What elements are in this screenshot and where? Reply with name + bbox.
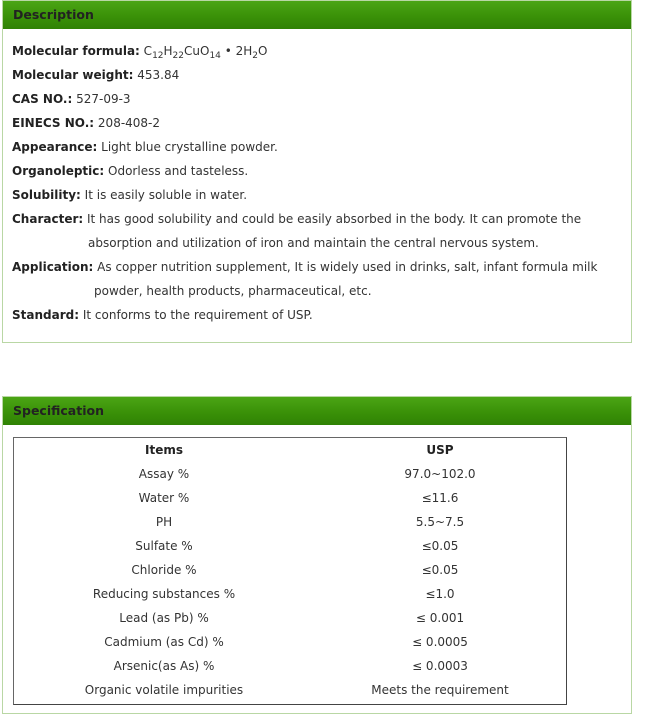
usp-cell: 5.5~7.5 [415,515,465,529]
usp-cell: ≤11.6 [421,491,459,505]
application-continuation-row [12,279,631,303]
application-value-line2: powder, health products, pharmaceutical, etc. [94,284,372,298]
standard-row [12,303,631,327]
table-row [14,534,566,558]
table-row [14,654,566,678]
usp-cell: ≤ 0.001 [415,611,465,625]
usp-cell: 97.0~102.0 [404,467,476,481]
item-cell: Assay % [138,467,190,481]
application-row [12,255,631,279]
specification-table [14,438,566,702]
table-row [14,606,566,630]
organoleptic-value: Odorless and tasteless. [108,164,249,178]
appearance-label: Appearance: [12,140,98,154]
item-cell: Arsenic(as As) % [113,659,215,673]
einecs-value: 208-408-2 [97,116,161,130]
usp-cell: ≤1.0 [425,587,455,601]
einecs-label: EINECS NO.: [12,116,95,130]
usp-cell: ≤ 0.0005 [412,635,468,649]
table-row [14,486,566,510]
item-cell: Water % [138,491,190,505]
specification-header: Specification [3,397,631,425]
character-continuation-row [12,231,631,255]
table-row [14,558,566,582]
character-row [12,207,631,231]
table-row [14,582,566,606]
table-row [14,510,566,534]
solubility-label: Solubility: [12,188,81,202]
molecular-formula-label: Molecular formula: [12,44,140,58]
character-value-line2: absorption and utilization of iron and maintain the central nervous system. [88,236,539,250]
column-header-items: Items [145,443,183,457]
application-label: Application: [12,260,94,274]
table-row [14,630,566,654]
item-cell: Cadmium (as Cd) % [104,635,224,649]
standard-value: It conforms to the requirement of USP. [82,308,313,322]
character-value-line1: It has good solubility and could be easily absorbed in the body. It can promote the [87,212,582,226]
application-value-line1: As copper nutrition supplement, It is widely used in drinks, salt, infant formula milk [97,260,598,274]
solubility-value: It is easily soluble in water. [84,188,248,202]
description-panel [2,0,632,343]
molecular-weight-row [12,63,631,87]
character-label: Character: [12,212,84,226]
appearance-value: Light blue crystalline powder. [101,140,278,154]
item-cell: Organic volatile impurities [84,683,244,697]
item-cell: PH [155,515,173,529]
cas-row [12,87,631,111]
usp-cell: ≤0.05 [421,539,459,553]
solubility-row [12,183,631,207]
organoleptic-row [12,159,631,183]
item-cell: Sulfate % [135,539,193,553]
molecular-weight-value: 453.84 [137,68,180,82]
cas-value: 527-09-3 [76,92,131,106]
description-body [3,29,631,327]
item-cell: Chloride % [131,563,197,577]
description-header: Description [3,1,631,29]
table-row [14,462,566,486]
appearance-row [12,135,631,159]
molecular-formula-row [12,39,631,63]
specification-table-frame [13,437,567,705]
molecular-weight-label: Molecular weight: [12,68,134,82]
table-row [14,678,566,702]
standard-label: Standard: [12,308,80,322]
einecs-row [12,111,631,135]
usp-cell: ≤ 0.0003 [412,659,468,673]
item-cell: Lead (as Pb) % [119,611,209,625]
table-header-row [14,438,566,462]
usp-cell: ≤0.05 [421,563,459,577]
molecular-formula-value: $C_{12}H_{22}CuO_{14}$ • $2H_2O$ [143,44,268,61]
column-header-usp: USP [426,443,454,457]
specification-panel [2,396,632,714]
organoleptic-label: Organoleptic: [12,164,105,178]
usp-cell: Meets the requirement [371,683,509,697]
cas-label: CAS NO.: [12,92,73,106]
item-cell: Reducing substances % [92,587,236,601]
